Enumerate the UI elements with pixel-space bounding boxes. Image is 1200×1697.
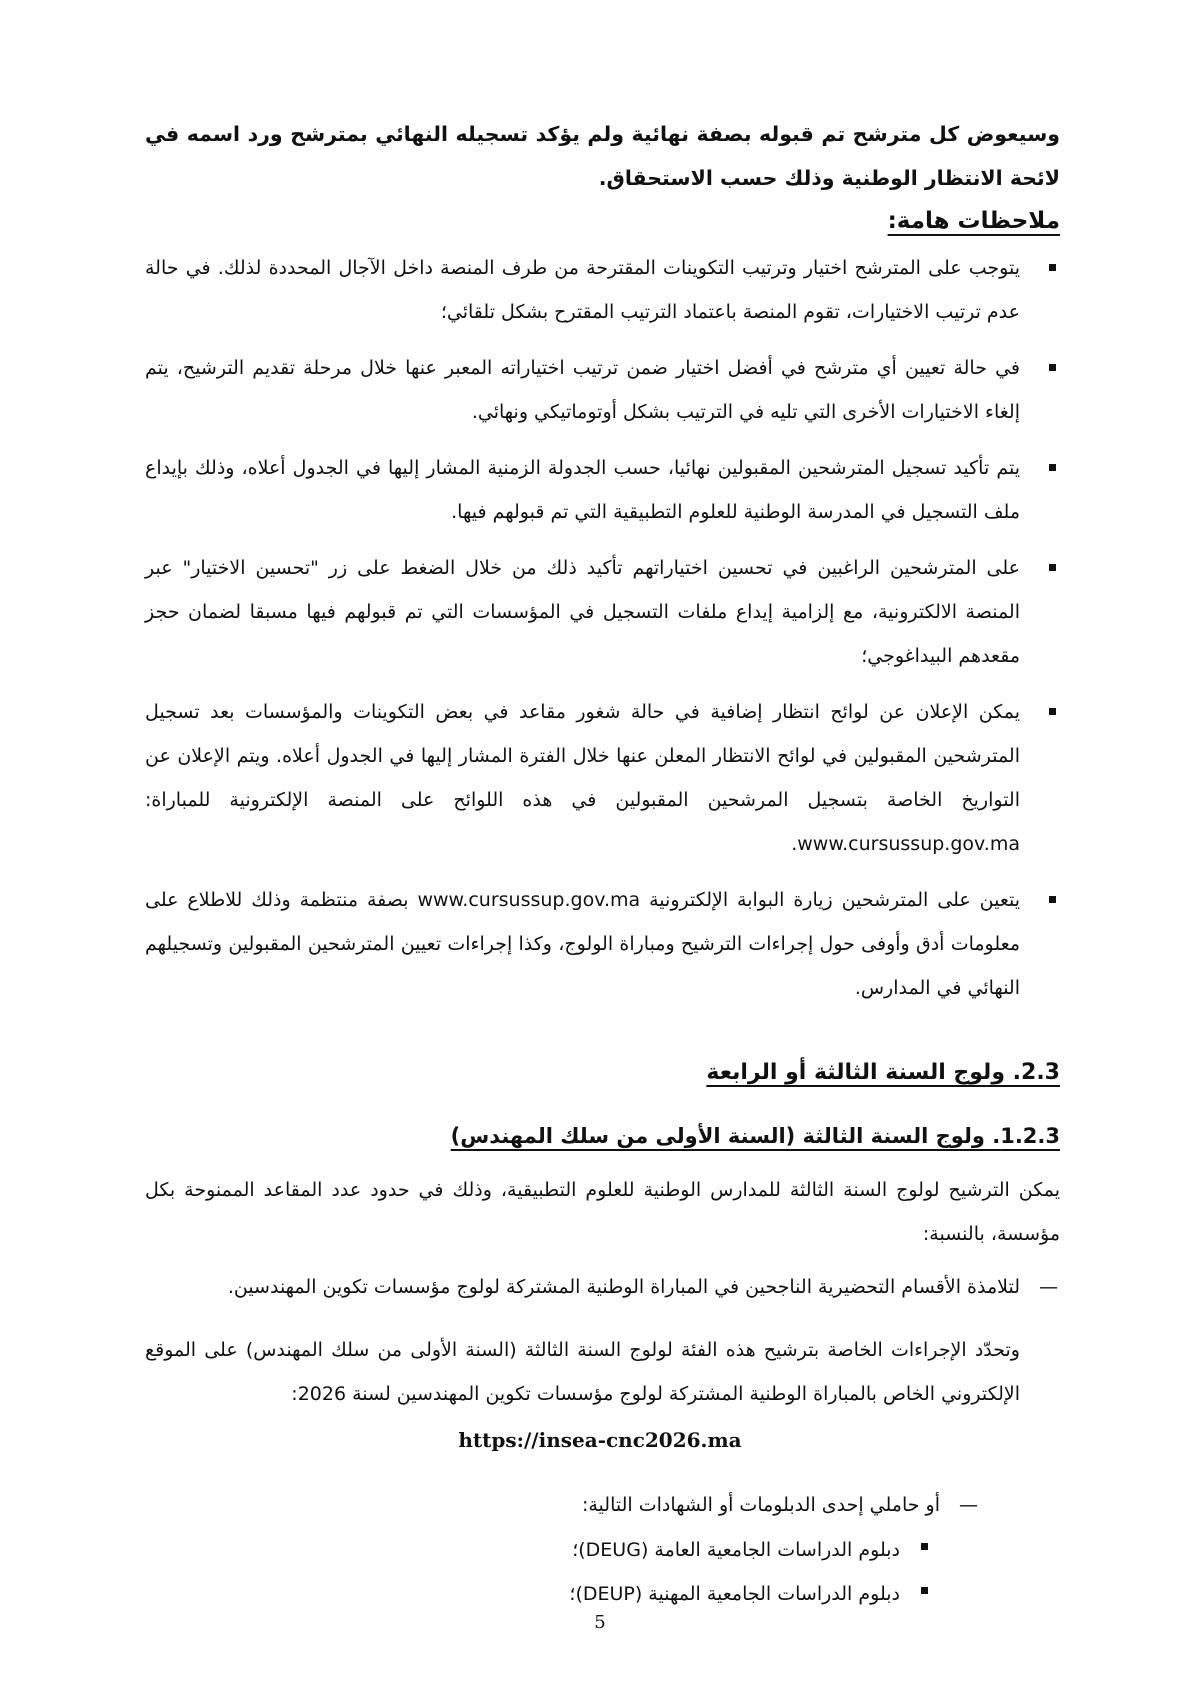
note-text: يتوجب على المترشح اختيار وترتيب التكوينات المقترحة من طرف المنصة داخل الآجال المحددة لذلك. في حالة عدم ترتيب الاختيارات، تقوم المنصة باعتماد الترتيب المقترح بشكل تلقائي؛: [145, 257, 1020, 323]
dash-item-text: أو حاملي إحدى الدبلومات أو الشهادات التالية:: [581, 1494, 940, 1516]
note-text: يتعين على المترشحين زيارة البوابة الإلكترونية www.cursussup.gov.ma بصفة منتظمة وذلك للاطلاع على معلومات أدق وأوفى حول إجراءات الترشيح ومباراة الولوج، وكذا إجراءات تعيين المترشحين المقبولين وتسجيلهم النهائي في المدارس.: [145, 889, 1021, 999]
diploma-text: دبلوم الدراسات الجامعية المهنية (DEUP)؛: [569, 1583, 900, 1605]
dash-icon: —: [1039, 1276, 1058, 1298]
notes-list: [145, 246, 1060, 1022]
dash-icon: —: [959, 1494, 978, 1516]
diploma-text: دبلوم الدراسات الجامعية العامة (DEUG)؛: [572, 1539, 900, 1561]
list-item: [145, 246, 1060, 334]
note-text: على المترشحين الراغبين في تحسين اختياراتهم تأكيد ذلك من خلال الضغط على زر "تحسين الاختيار" عبر المنصة الالكترونية، مع إلزامية إيداع ملفات التسجيل في المؤسسات التي تم قبولهم فيها مسبقا لضمان حجز مقعدهم البيداغوجي؛: [145, 557, 1020, 667]
eligibility-paragraph: يمكن الترشيح لولوج السنة الثالثة للمدارس الوطنية للعلوم التطبيقية، وذلك في حدود عدد المقاعد الممنوحة بكل مؤسسة، بالنسبة:: [145, 1179, 1060, 1245]
intro-paragraph: وسيعوض كل مترشح تم قبوله بصفة نهائية ولم يؤكد تسجيله النهائي بمترشح ورد اسمه في لائحة الانتظار الوطنية وذلك حسب الاستحقاق.: [145, 122, 1060, 190]
list-item: [145, 546, 1060, 678]
section-heading: 2.3. ولوج السنة الثالثة أو الرابعة: [706, 1060, 1060, 1085]
dash-list-item: [145, 1265, 1060, 1309]
dash-list-item: [145, 1483, 980, 1527]
dash-item-text: لتلامذة الأقسام التحضيرية الناجحين في المباراة الوطنية المشتركة لولوج مؤسسات تكوين المهندسين.: [227, 1276, 1020, 1298]
list-item: [400, 1528, 930, 1572]
list-item: [145, 690, 1060, 866]
notes-heading: ملاحظات هامة:: [887, 208, 1060, 234]
website-link[interactable]: https://insea-cnc2026.ma: [458, 1428, 742, 1452]
list-item: [145, 346, 1060, 434]
procedures-paragraph: وتحدّد الإجراءات الخاصة بترشيح هذه الفئة لولوج السنة الثالثة (السنة الأولى من سلك المهندس) على الموقع الإلكتروني الخاص بالمباراة الوطنية المشتركة لولوج مؤسسات تكوين المهندسين لسنة 2026:: [145, 1339, 1020, 1405]
bullet-square-icon: [1049, 264, 1056, 271]
subsection-heading: 1.2.3. ولوج السنة الثالثة (السنة الأولى من سلك المهندس): [450, 1124, 1060, 1148]
note-text: يمكن الإعلان عن لوائح انتظار إضافية في حالة شغور مقاعد في بعض التكوينات والمؤسسات بعد تسجيل المترشحين المقبولين في لوائح الانتظار المعلن عنها خلال الفترة المشار إليها في الجدول أعلاه. ويتم الإعلان عن التواريخ الخاصة بتسجيل المرشحين المقبولين في هذه اللوائح على المنصة الإلكترونية للمباراة: www.cursussup.gov.ma.: [145, 701, 1020, 855]
bullet-square-icon: [1049, 896, 1056, 903]
list-item: [400, 1572, 930, 1616]
bullet-square-icon: [1049, 564, 1056, 571]
bullet-square-icon: [921, 1587, 928, 1594]
bullet-square-icon: [1049, 364, 1056, 371]
list-item: [145, 446, 1060, 534]
bullet-square-icon: [1049, 708, 1056, 715]
bullet-square-icon: [1049, 464, 1056, 471]
diplomas-list: [400, 1528, 930, 1616]
note-text: يتم تأكيد تسجيل المترشحين المقبولين نهائيا، حسب الجدولة الزمنية المشار إليها في الجدول أعلاه، وذلك بإيداع ملف التسجيل في المدرسة الوطنية للعلوم التطبيقية التي تم قبولهم فيها.: [145, 457, 1020, 523]
bullet-square-icon: [921, 1543, 928, 1550]
note-text: في حالة تعيين أي مترشح في أفضل اختيار ضمن ترتيب اختياراته المعبر عنها خلال مرحلة تقديم الترشيح، يتم إلغاء الاختيارات الأخرى التي تليه في الترتيب بشكل أوتوماتيكي ونهائي.: [145, 357, 1020, 423]
list-item: [145, 878, 1060, 1010]
page-number: 5: [594, 1612, 606, 1633]
